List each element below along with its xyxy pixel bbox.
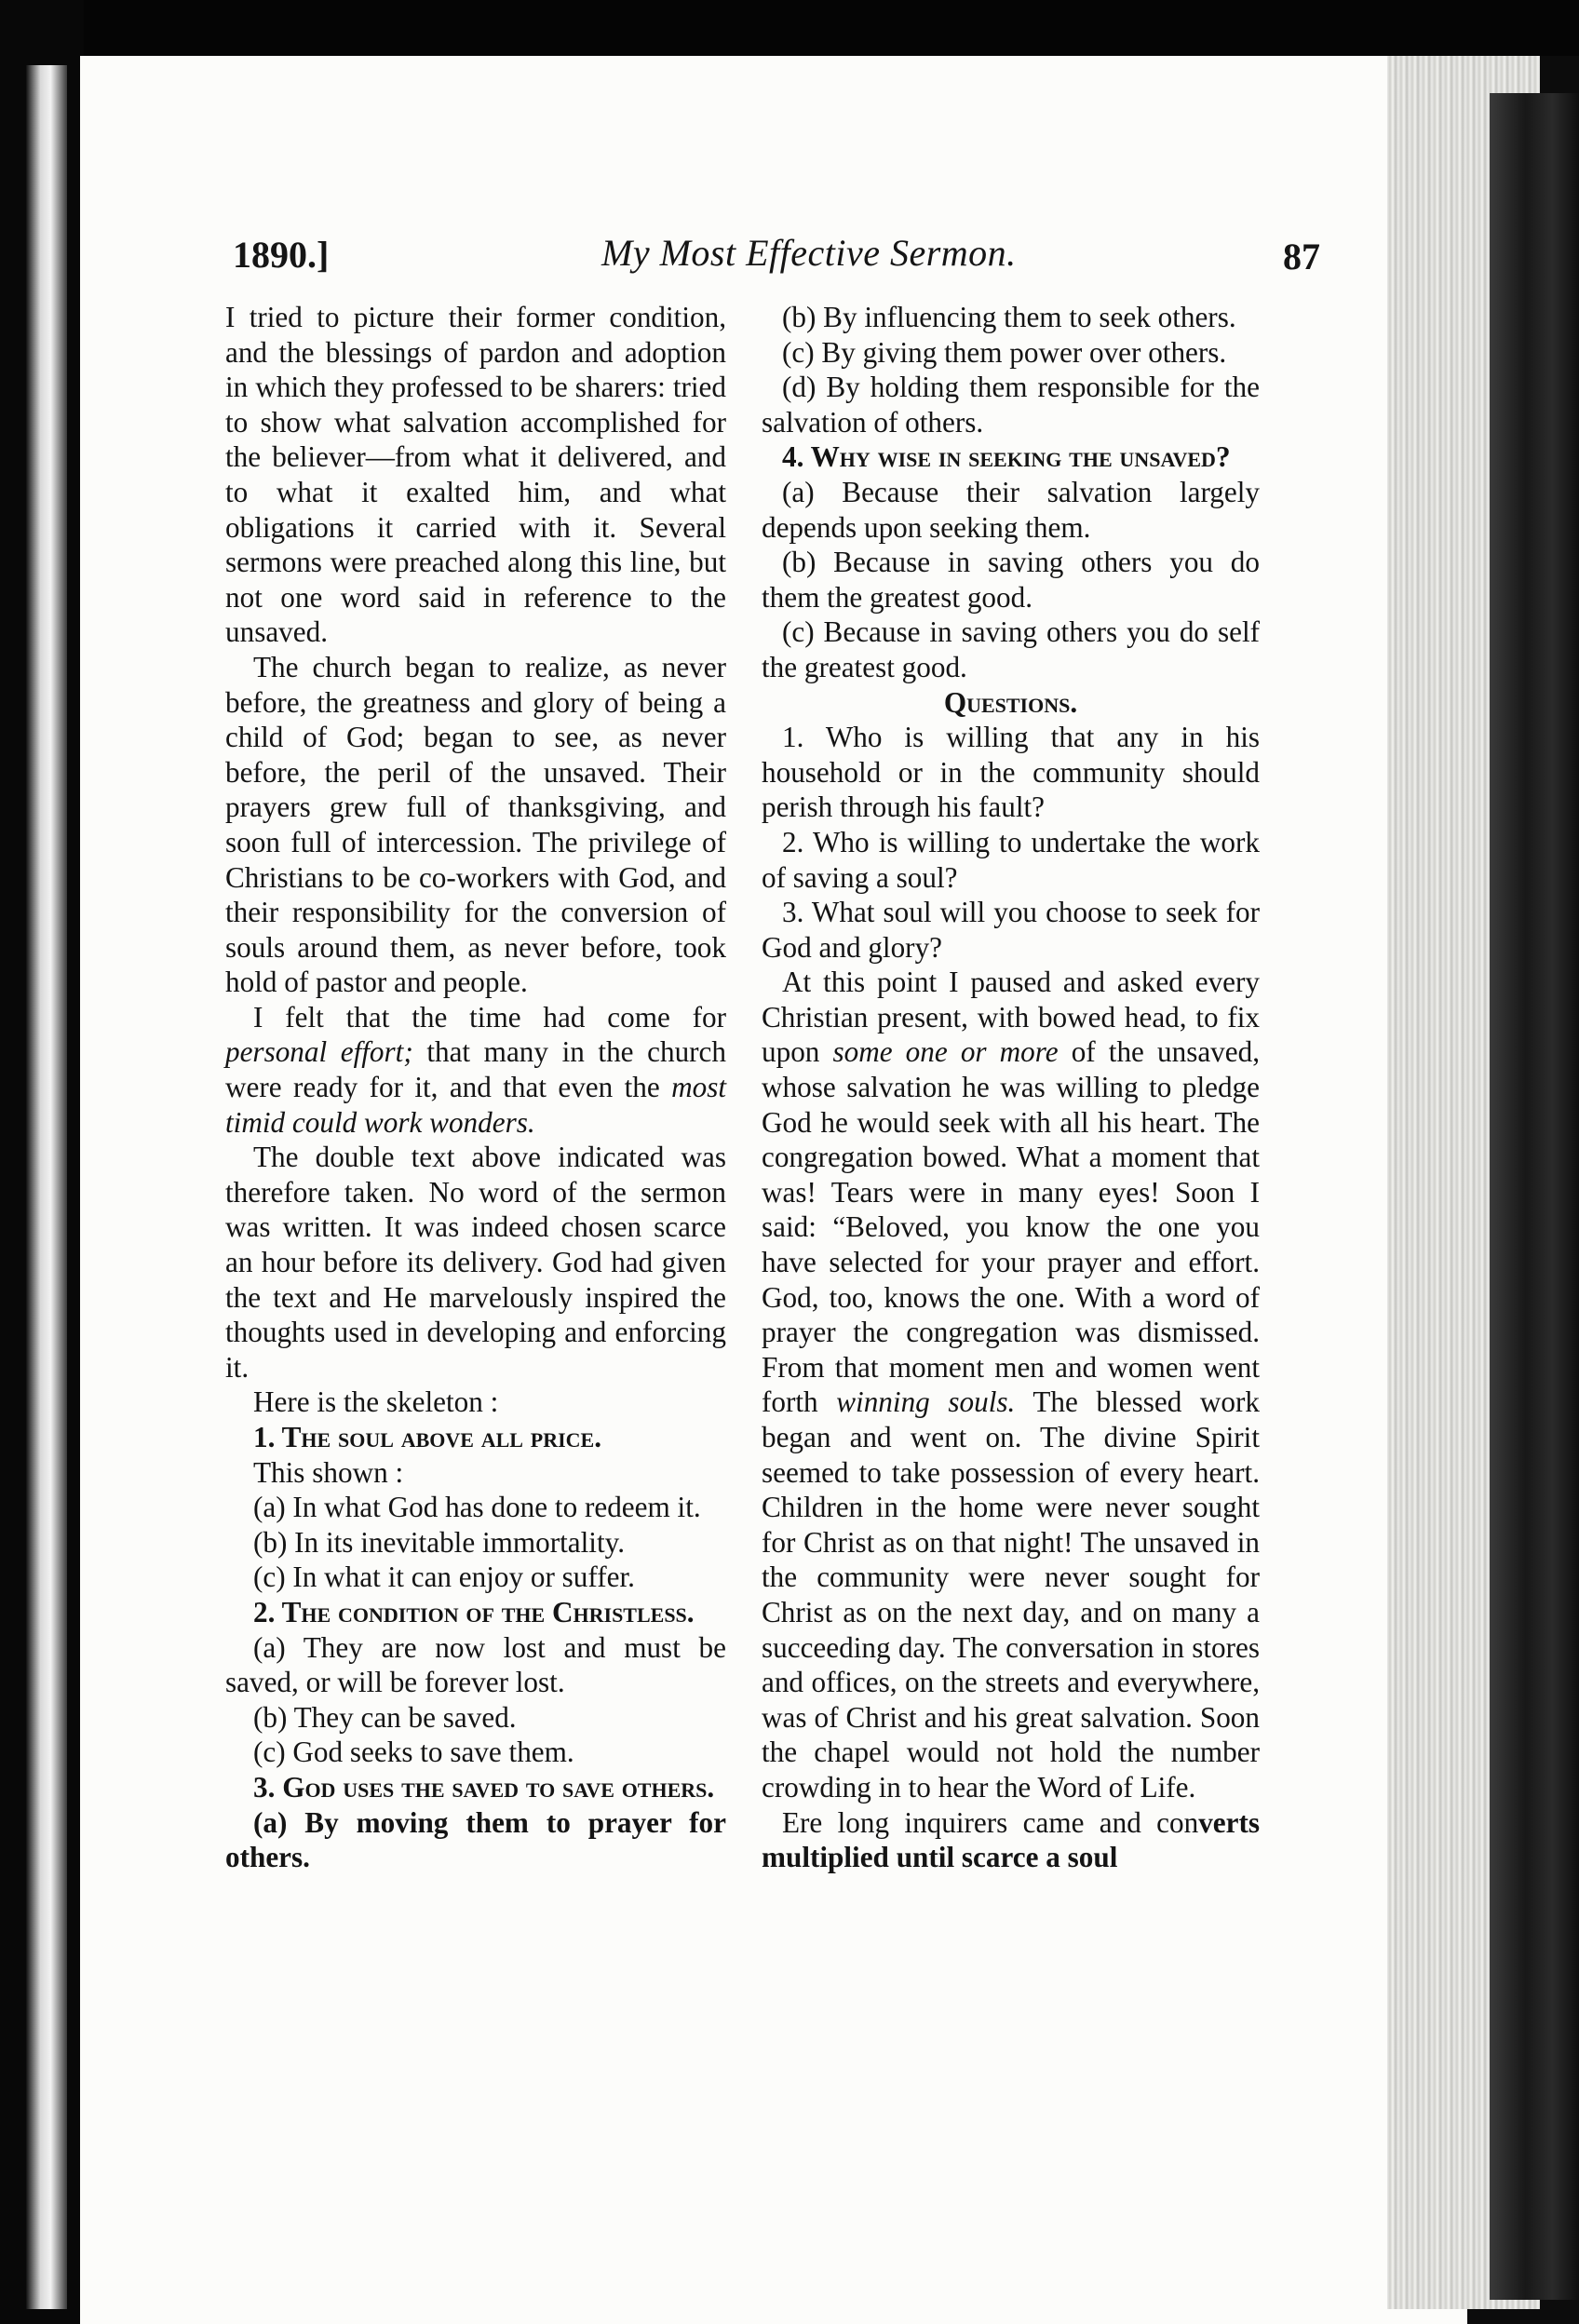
paragraph: Here is the skeleton : xyxy=(253,1385,499,1419)
paragraph: I felt that the time had come for personal effort; that many in the church were ready for it, and that even the most timid could work wonders. xyxy=(225,1000,726,1139)
running-head-year: 1890.] xyxy=(233,234,330,276)
list-item: (a) Because their salvation largely depends upon seeking them. xyxy=(762,475,1260,544)
question-item: 1. Who is willing that any in his household or in the community should perish through his fault? xyxy=(762,721,1260,824)
emphasis: winning souls. xyxy=(836,1385,1016,1419)
scan-background-top xyxy=(0,0,1579,56)
paragraph: At this point I paused and asked every Christian present, with bowed head, to fix upon some one or more of the unsaved, whose salvation he was willing to pledge God he would seek with all his heart. The congregation bowed. What a moment that was! Tears were in many eyes! Soon I said: “Beloved, you know the one you have selected for your prayer and effort. God, too, knows the one. With a word of prayer the congregation was dismissed. From that moment men and women went forth winning souls. The blessed work began and went on. The divine Spirit seemed to take possession of every heart. Children in the home were never sought for Christ as on that night! The unsaved in the community were never sought for Christ as on the next day, and on many a succeeding day. The conversation in stores and offices, on the streets and everywhere, was of Christ and his great salvation. Soon the chapel would not hold the number crowding in to hear the Word of Life. xyxy=(762,966,1261,1804)
book-cover-edge xyxy=(1490,93,1579,2300)
section-heading: 3. God uses the saved to save others. xyxy=(253,1770,715,1804)
list-item: (a) By moving them to prayer for others. xyxy=(225,1805,726,1874)
list-item: (c) In what it can enjoy or suffer. xyxy=(253,1561,635,1594)
list-item: (a) They are now lost and must be saved, or will be forever lost. xyxy=(225,1630,726,1699)
list-item: (b) They can be saved. xyxy=(253,1700,517,1734)
left-column xyxy=(225,300,726,1875)
emphasis: some one or more xyxy=(832,1035,1059,1069)
paragraph: I tried to picture their former condition, and the blessings of pardon and adoption in which they professed to be sharers: tried to show what salvation accomplished for the believer—from what it delivered, and to what it exalted him, and what obligations it carried with it. Several sermons were preached along this line, but not one word said in reference to the unsaved. xyxy=(225,301,726,649)
section-heading: 4. Why wise in seeking the unsaved? xyxy=(782,440,1231,474)
page-number: 87 xyxy=(1283,236,1320,277)
questions-heading: Questions. xyxy=(943,685,1078,719)
list-item: (c) Because in saving others you do self the greatest good. xyxy=(762,615,1260,683)
list-item: (c) God seeks to save them. xyxy=(253,1736,574,1769)
paragraph: The church began to realize, as never before, the greatness and glory of being a child of God; began to see, as never before, the peril of the unsaved. Their prayers grew full of thanksgiving, and soon full of intercession. The privilege of Christians to be co-workers with God, and their responsibility for the conversion of souls around them, as never before, took hold of pastor and people. xyxy=(225,650,726,999)
section-heading: 2. The condition of the Christless. xyxy=(253,1595,695,1628)
list-item: (b) In its inevitable immortality. xyxy=(253,1525,625,1559)
list-item: (b) By influencing them to seek others. xyxy=(782,301,1236,333)
question-item: 3. What soul will you choose to seek for God and glory? xyxy=(762,896,1260,964)
paragraph: The double text above indicated was therefore taken. No word of the sermon was written. It was indeed chosen scarce an hour before its delivery. God had given the text and He marvelously inspired the thoughts used in developing and enforcing it. xyxy=(225,1141,726,1384)
list-item: (b) Because in saving others you do them the greatest good. xyxy=(762,546,1260,614)
right-column xyxy=(762,300,1260,1875)
paragraph: This shown : xyxy=(253,1455,404,1489)
section-heading: 1. The soul above all price. xyxy=(253,1421,602,1453)
emphasis: most timid could work wonders. xyxy=(225,1071,726,1139)
paragraph: Ere long inquirers came and converts multiplied until scarce a soul xyxy=(762,1805,1260,1874)
list-item: (c) By giving them power over others. xyxy=(782,335,1227,369)
emphasis: personal effort; xyxy=(225,1035,413,1069)
list-item: (a) In what God has done to redeem it. xyxy=(253,1491,701,1524)
running-head-title: My Most Effective Sermon. xyxy=(601,232,1017,274)
running-head xyxy=(147,179,1320,277)
list-item: (d) By holding them responsible for the salvation of others. xyxy=(762,371,1260,439)
facing-page-edge xyxy=(26,65,67,2309)
question-item: 2. Who is willing to undertake the work of saving a soul? xyxy=(762,825,1260,894)
